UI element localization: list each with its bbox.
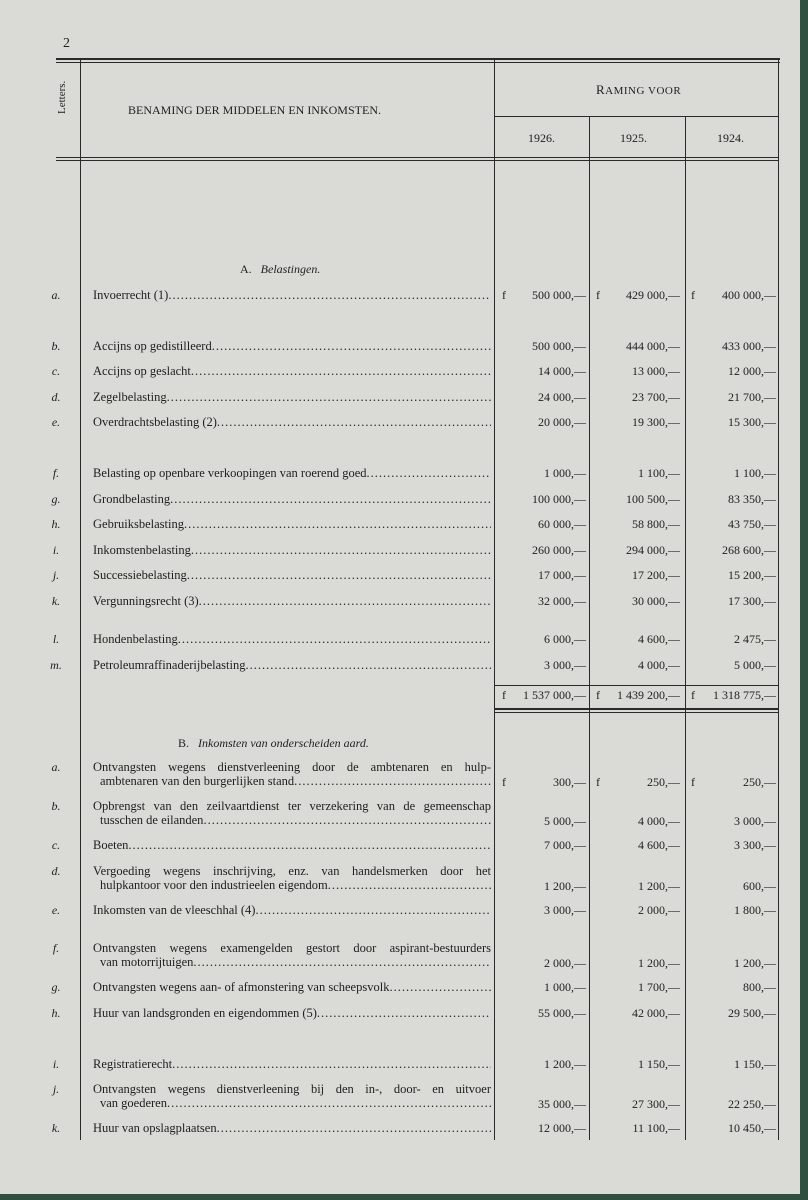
amount-1924: 10 450,— — [728, 1121, 776, 1135]
row-description-text: Successiebelasting — [93, 568, 187, 582]
amount-1925: 23 700,— — [632, 390, 680, 404]
row-description — [93, 903, 491, 917]
leader-dots — [193, 955, 491, 969]
total-1926: 1 537 000,— — [523, 688, 586, 702]
row-letter: a. — [51, 760, 61, 774]
year-1924-header: 1924. — [717, 131, 744, 145]
row-description — [93, 1006, 491, 1020]
row-description — [93, 517, 491, 531]
total-1925: 1 439 200,— — [617, 688, 680, 702]
row-letter: f. — [52, 466, 60, 480]
amount-1925: 19 300,— — [632, 415, 680, 429]
row-description — [93, 1121, 491, 1135]
col-1926-divider — [589, 116, 590, 1140]
raming-rest: AMING VOOR — [605, 85, 682, 97]
row-description — [93, 339, 491, 353]
amount-1926: 500 000,— — [532, 288, 586, 302]
row-letter: l. — [52, 632, 60, 646]
total-currency-1925: f — [596, 688, 600, 702]
row-description — [93, 390, 491, 404]
row-letter: k. — [51, 1121, 61, 1135]
total-rule-bottom — [494, 708, 778, 710]
total-rule-bottom-2 — [494, 712, 778, 713]
row-description-text: Registratierecht — [93, 1057, 173, 1071]
amount-1925: 27 300,— — [632, 1097, 680, 1111]
row-letter: i. — [52, 543, 60, 557]
amount-1926: 2 000,— — [544, 956, 586, 970]
leader-dots — [168, 288, 491, 302]
amount-1925: 30 000,— — [632, 594, 680, 608]
row-letter: m. — [50, 658, 62, 672]
row-description-line — [93, 903, 491, 917]
row-description-line — [93, 1006, 491, 1020]
total-currency-1926: f — [502, 688, 506, 702]
leader-dots — [187, 568, 491, 582]
row-description-line — [93, 390, 491, 404]
amount-1924: 29 500,— — [728, 1006, 776, 1020]
row-letter: d. — [51, 864, 61, 878]
row-description-line2-text: ambtenaren van den burgerlijken stand — [100, 774, 295, 788]
amount-1925: 4 000,— — [638, 658, 680, 672]
leader-dots — [217, 415, 491, 429]
leader-dots — [128, 838, 491, 852]
row-description — [93, 941, 491, 969]
raming-voor-header — [596, 82, 681, 98]
amount-1926: 20 000,— — [538, 415, 586, 429]
row-description-text: Accijns op gedistilleerd — [93, 339, 212, 353]
row-letter: g. — [51, 492, 61, 506]
amount-1924: 5 000,— — [734, 658, 776, 672]
row-description-line2 — [93, 955, 491, 969]
leader-dots — [203, 813, 491, 827]
row-description-text: Overdrachtsbelasting (2) — [93, 415, 217, 429]
amount-1924: 800,— — [743, 980, 776, 994]
amount-1924: 600,— — [743, 879, 776, 893]
amount-1926: 1 200,— — [544, 1057, 586, 1071]
row-description-line1: Ontvangsten wegens examengelden gestort door aspirant-bestuurders — [93, 941, 491, 955]
row-description — [93, 466, 491, 480]
row-description-line — [93, 632, 491, 646]
amount-1925: 1 700,— — [638, 980, 680, 994]
amount-1925: 1 200,— — [638, 956, 680, 970]
row-letter: a. — [51, 288, 61, 302]
amount-1924: 15 200,— — [728, 568, 776, 582]
row-description-line2 — [93, 1096, 491, 1110]
row-description — [93, 1057, 491, 1071]
total-rule-top — [494, 685, 778, 686]
row-description — [93, 760, 491, 788]
amount-1924: 83 350,— — [728, 492, 776, 506]
currency-symbol: f — [691, 775, 695, 789]
amount-1926: 1 200,— — [544, 879, 586, 893]
row-description — [93, 288, 491, 302]
amount-1926: 24 000,— — [538, 390, 586, 404]
amount-1925: 444 000,— — [626, 339, 680, 353]
row-description-line2-text: hulpkantoor voor den industrieelen eigendom — [100, 878, 328, 892]
row-description-text: Huur van landsgronden en eigendommen (5) — [93, 1006, 317, 1020]
row-description-line — [93, 543, 491, 557]
row-letter: i. — [52, 1057, 60, 1071]
row-letter: g. — [51, 980, 61, 994]
row-description-text: Ontvangsten wegens aan- of afmonstering van scheepsvolk — [93, 980, 390, 994]
row-letter: f. — [52, 941, 60, 955]
row-description — [93, 594, 491, 608]
row-description-text: Boeten — [93, 838, 129, 852]
total-1924: 1 318 775,— — [713, 688, 776, 702]
row-description-line — [93, 415, 491, 429]
raming-initial: R — [596, 82, 606, 97]
amount-1925: 294 000,— — [626, 543, 680, 557]
leader-dots — [317, 1006, 491, 1020]
row-description-line — [93, 492, 491, 506]
leader-dots — [199, 594, 491, 608]
row-letter: e. — [51, 415, 61, 429]
amount-1925: 1 150,— — [638, 1057, 680, 1071]
currency-symbol: f — [502, 288, 506, 302]
amount-1926: 14 000,— — [538, 364, 586, 378]
benaming-header: BENAMING DER MIDDELEN EN INKOMSTEN. — [128, 103, 381, 117]
amount-1926: 5 000,— — [544, 814, 586, 828]
currency-symbol: f — [596, 288, 600, 302]
amount-1926: 300,— — [553, 775, 586, 789]
amount-1924: 400 000,— — [722, 288, 776, 302]
row-description-text: Vergunningsrecht (3) — [93, 594, 199, 608]
amount-1926: 1 000,— — [544, 466, 586, 480]
currency-symbol: f — [691, 288, 695, 302]
section-b-title: Inkomsten van onderscheiden aard. — [198, 736, 369, 750]
amount-1925: 42 000,— — [632, 1006, 680, 1020]
amount-1924: 433 000,— — [722, 339, 776, 353]
row-description-line — [93, 288, 491, 302]
row-description — [93, 364, 491, 378]
amount-1924: 21 700,— — [728, 390, 776, 404]
row-description-line — [93, 364, 491, 378]
raming-underline — [494, 116, 778, 117]
amount-1925: 1 200,— — [638, 879, 680, 893]
section-b-heading — [178, 736, 369, 751]
row-description-text: Inkomstenbelasting — [93, 543, 191, 557]
amount-1924: 22 250,— — [728, 1097, 776, 1111]
amount-1926: 7 000,— — [544, 838, 586, 852]
row-description — [93, 1082, 491, 1110]
row-description-line1: Ontvangsten wegens dienstverleening bij den in-, door- en uitvoer — [93, 1082, 491, 1096]
amount-1925: 11 100,— — [632, 1121, 680, 1135]
row-letter: d. — [51, 390, 61, 404]
row-description-line — [93, 517, 491, 531]
amount-1924: 17 300,— — [728, 594, 776, 608]
leader-dots — [191, 364, 491, 378]
currency-symbol: f — [596, 775, 600, 789]
amount-1926: 12 000,— — [538, 1121, 586, 1135]
leader-dots — [167, 1096, 491, 1110]
row-description — [93, 658, 491, 672]
header-bottom-rule — [56, 157, 778, 158]
row-description-line — [93, 466, 491, 480]
year-1925-header: 1925. — [620, 131, 647, 145]
row-letter: j. — [52, 1082, 60, 1096]
row-description-text: Belasting op openbare verkoopingen van roerend goed — [93, 466, 367, 480]
amount-1925: 4 000,— — [638, 814, 680, 828]
amount-1925: 58 800,— — [632, 517, 680, 531]
row-description-line2-text: tusschen de eilanden — [100, 813, 204, 827]
row-description-line2-text: van motorrijtuigen — [100, 955, 194, 969]
leader-dots — [191, 543, 491, 557]
amount-1925: 17 200,— — [632, 568, 680, 582]
amount-1926: 55 000,— — [538, 1006, 586, 1020]
total-currency-1924: f — [691, 688, 695, 702]
amount-1926: 17 000,— — [538, 568, 586, 582]
row-letter: k. — [51, 594, 61, 608]
leader-dots — [167, 390, 491, 404]
row-description — [93, 632, 491, 646]
row-description-line1: Ontvangsten wegens dienstverleening door de ambtenaren en hulp- — [93, 760, 491, 774]
row-description-line1: Opbrengst van den zeilvaartdienst ter verzekering van de gemeenschap — [93, 799, 491, 813]
row-description — [93, 492, 491, 506]
amount-1926: 6 000,— — [544, 632, 586, 646]
row-letter: c. — [51, 838, 61, 852]
row-description-line2 — [93, 774, 491, 788]
row-description-text: Accijns op geslacht — [93, 364, 191, 378]
leader-dots — [328, 878, 491, 892]
row-description-line — [93, 658, 491, 672]
amount-1924: 250,— — [743, 775, 776, 789]
amount-1926: 32 000,— — [538, 594, 586, 608]
section-a-letter: A. — [240, 262, 252, 276]
currency-symbol: f — [502, 775, 506, 789]
row-letter: h. — [51, 1006, 61, 1020]
amount-1924: 268 600,— — [722, 543, 776, 557]
row-description-text: Hondenbelasting — [93, 632, 178, 646]
amount-1926: 3 000,— — [544, 658, 586, 672]
leader-dots — [389, 980, 491, 994]
row-description-line — [93, 980, 491, 994]
amount-1926: 100 000,— — [532, 492, 586, 506]
row-description-line — [93, 838, 491, 852]
amount-1924: 3 000,— — [734, 814, 776, 828]
letters-header: Letters. — [56, 80, 68, 114]
row-description-text: Huur van opslagplaatsen — [93, 1121, 217, 1135]
amount-1924: 1 150,— — [734, 1057, 776, 1071]
row-description-line1: Vergoeding wegens inschrijving, enz. van handelsmerken door het — [93, 864, 491, 878]
amount-1925: 13 000,— — [632, 364, 680, 378]
section-b-letter: B. — [178, 736, 190, 750]
right-border — [778, 60, 779, 1140]
row-description-text: Petroleumraffinaderijbelasting — [93, 658, 246, 672]
row-letter: b. — [51, 339, 61, 353]
row-description-line — [93, 339, 491, 353]
row-description-text: Inkomsten van de vleeschhal (4) — [93, 903, 256, 917]
row-description-line — [93, 1121, 491, 1135]
amount-1925: 2 000,— — [638, 903, 680, 917]
top-rule-thin — [56, 62, 780, 63]
row-description — [93, 838, 491, 852]
row-description-line2 — [93, 878, 491, 892]
leader-dots — [294, 774, 491, 788]
amount-1925: 429 000,— — [626, 288, 680, 302]
row-description — [93, 799, 491, 827]
amount-1926: 260 000,— — [532, 543, 586, 557]
leader-dots — [217, 1121, 491, 1135]
row-letter: c. — [51, 364, 61, 378]
amount-1926: 1 000,— — [544, 980, 586, 994]
leader-dots — [255, 903, 491, 917]
amount-1924: 15 300,— — [728, 415, 776, 429]
leader-dots — [178, 632, 491, 646]
amount-1924: 43 750,— — [728, 517, 776, 531]
benaming-column-divider — [494, 60, 495, 1140]
amount-1925: 1 100,— — [638, 466, 680, 480]
amount-1925: 4 600,— — [638, 632, 680, 646]
header-bottom-rule-2 — [56, 160, 778, 161]
page-number: 2 — [63, 36, 70, 51]
row-description-text: Gebruiksbelasting — [93, 517, 184, 531]
row-description-line — [93, 568, 491, 582]
row-description-line — [93, 594, 491, 608]
amount-1925: 4 600,— — [638, 838, 680, 852]
col-1925-divider — [685, 116, 686, 1140]
leader-dots — [170, 492, 491, 506]
amount-1926: 35 000,— — [538, 1097, 586, 1111]
row-description-line2-text: van goederen — [100, 1096, 167, 1110]
row-description — [93, 415, 491, 429]
row-description — [93, 864, 491, 892]
amount-1926: 60 000,— — [538, 517, 586, 531]
row-description — [93, 543, 491, 557]
leader-dots — [212, 339, 491, 353]
amount-1924: 1 100,— — [734, 466, 776, 480]
row-description-text: Grondbelasting — [93, 492, 171, 506]
amount-1924: 1 200,— — [734, 956, 776, 970]
amount-1924: 3 300,— — [734, 838, 776, 852]
year-1926-header: 1926. — [528, 131, 555, 145]
row-description-line2 — [93, 813, 491, 827]
row-description-text: Invoerrecht (1) — [93, 288, 169, 302]
section-a-heading — [240, 262, 320, 277]
row-description — [93, 980, 491, 994]
leader-dots — [184, 517, 491, 531]
row-description-line — [93, 1057, 491, 1071]
row-letter: e. — [51, 903, 61, 917]
amount-1924: 2 475,— — [734, 632, 776, 646]
leader-dots — [246, 658, 492, 672]
leader-dots — [172, 1057, 491, 1071]
row-letter: h. — [51, 517, 61, 531]
row-description — [93, 568, 491, 582]
leader-dots — [367, 466, 491, 480]
amount-1925: 100 500,— — [626, 492, 680, 506]
top-rule — [56, 58, 780, 60]
amount-1926: 500 000,— — [532, 339, 586, 353]
row-letter: b. — [51, 799, 61, 813]
letters-column-divider — [80, 60, 81, 1140]
row-letter: j. — [52, 568, 60, 582]
amount-1924: 12 000,— — [728, 364, 776, 378]
amount-1926: 3 000,— — [544, 903, 586, 917]
amount-1924: 1 800,— — [734, 903, 776, 917]
row-description-text: Zegelbelasting — [93, 390, 167, 404]
section-a-title: Belastingen. — [260, 262, 321, 276]
amount-1925: 250,— — [647, 775, 680, 789]
